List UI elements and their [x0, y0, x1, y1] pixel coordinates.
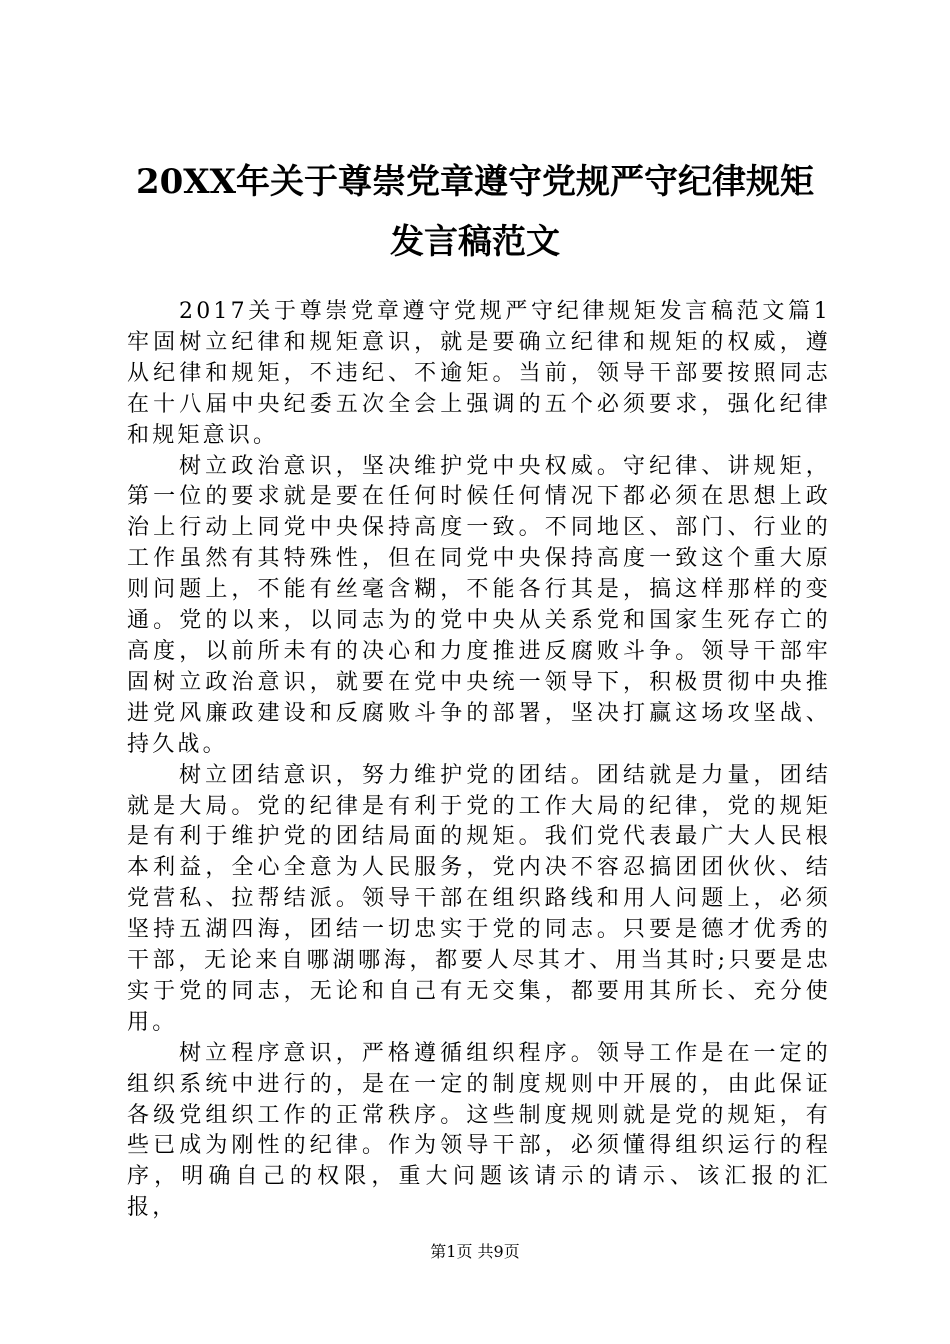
paragraph: 树立程序意识，严格遵循组织程序。领导工作是在一定的组织系统中进行的，是在一定的制度规则中开展的，由此保证各级党组织工作的正常秩序。这些制度规则就是党的规矩，有些已成为刚性的纪律。作为领导干部，必须懂得组织运行的程序，明确自己的权限，重大问题该请示的请示、该汇报的汇报， [127, 1040, 831, 1221]
document-body [127, 297, 831, 1224]
document-title-line-2: 发言稿范文 [390, 222, 560, 262]
page-number-footer: 第1页 共9页 [430, 1242, 520, 1261]
paragraph: 树立团结意识，努力维护党的团结。团结就是力量，团结就是大局。党的纪律是有利于党的工作大局的纪律，党的规矩是有利于维护党的团结局面的规矩。我们党代表最广大人民根本利益，全心全意为人民服务，党内决不容忍搞团团伙伙、结党营私、拉帮结派。领导干部在组织路线和用人问题上，必须坚持五湖四海，团结一切忠实于党的同志。只要是德才优秀的干部，无论来自哪湖哪海，都要人尽其才、用当其时;只要是忠实于党的同志，无论和自己有无交集，都要用其所长、充分使用。 [127, 762, 831, 1035]
paragraph: 2017关于尊崇党章遵守党规严守纪律规矩发言稿范文篇1牢固树立纪律和规矩意识，就是要确立纪律和规矩的权威，遵从纪律和规矩，不违纪、不逾矩。当前，领导干部要按照同志在十八届中央纪委五次全会上强调的五个必须要求，强化纪律和规矩意识。 [127, 299, 831, 448]
paragraph: 树立政治意识，坚决维护党中央权威。守纪律、讲规矩，第一位的要求就是要在任何时候任何情况下都必须在思想上政治上行动上同党中央保持高度一致。不同地区、部门、行业的工作虽然有其特殊性，但在同党中央保持高度一致这个重大原则问题上，不能有丝毫含糊，不能各行其是，搞这样那样的变通。党的以来，以同志为的党中央从关系党和国家生死存亡的高度，以前所未有的决心和力度推进反腐败斗争。领导干部牢固树立政治意识，就要在党中央统一领导下，积极贯彻中央推进党风廉政建设和反腐败斗争的部署，坚决打赢这场攻坚战、持久战。 [127, 453, 831, 757]
document-title-line-1: 20XX年关于尊崇党章遵守党规严守纪律规矩 [135, 162, 815, 202]
